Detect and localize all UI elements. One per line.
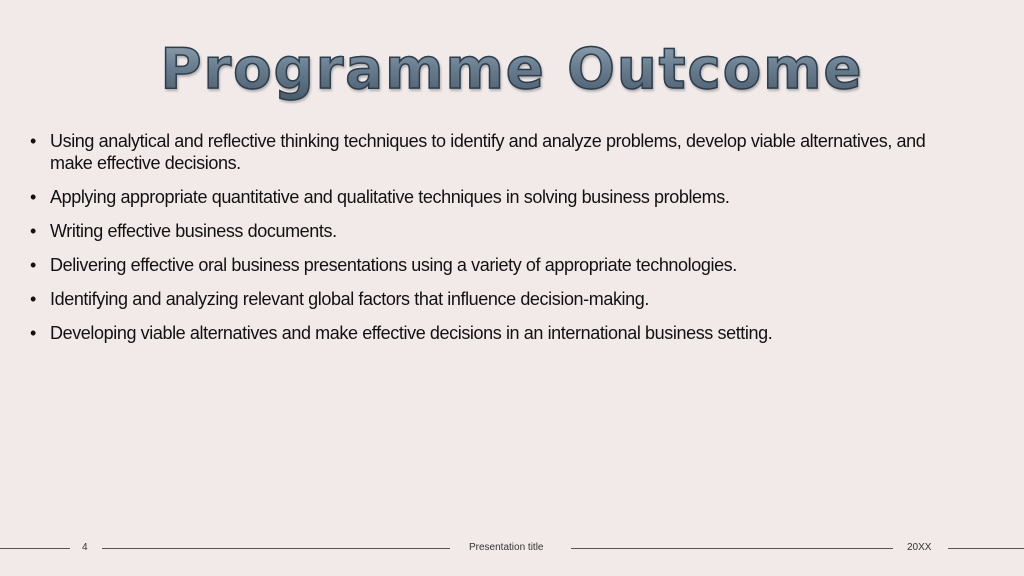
bullet-list [30, 130, 950, 356]
bullet-icon: • [30, 255, 36, 275]
bullet-text: Applying appropriate quantitative and qualitative techniques in solving business problems. [50, 187, 730, 207]
list-item [30, 130, 950, 174]
list-item [30, 288, 950, 310]
bullet-icon: • [30, 221, 36, 241]
footer-date: 20XX [907, 542, 932, 553]
list-item [30, 220, 950, 242]
slide-footer [0, 539, 1024, 559]
bullet-icon: • [30, 289, 36, 309]
list-item [30, 322, 950, 344]
list-item [30, 254, 950, 276]
slide-title: Programme Outcome [0, 30, 1024, 110]
footer-divider [571, 548, 893, 549]
bullet-text: Developing viable alternatives and make effective decisions in an international business setting. [50, 323, 773, 343]
bullet-icon: • [30, 323, 36, 343]
bullet-icon: • [30, 187, 36, 207]
footer-divider [948, 548, 1024, 549]
bullet-text: Identifying and analyzing relevant global factors that influence decision-making. [50, 289, 649, 309]
footer-divider [102, 548, 450, 549]
bullet-text: Delivering effective oral business presentations using a variety of appropriate technologies. [50, 255, 737, 275]
page-number: 4 [82, 542, 88, 553]
presentation-title: Presentation title [469, 542, 544, 553]
footer-divider [0, 548, 70, 549]
bullet-icon: • [30, 131, 36, 151]
bullet-text: Writing effective business documents. [50, 221, 337, 241]
list-item [30, 186, 950, 208]
bullet-text: Using analytical and reflective thinking techniques to identify and analyze problems, develop viable alternatives, and make effective decisions. [50, 131, 926, 173]
